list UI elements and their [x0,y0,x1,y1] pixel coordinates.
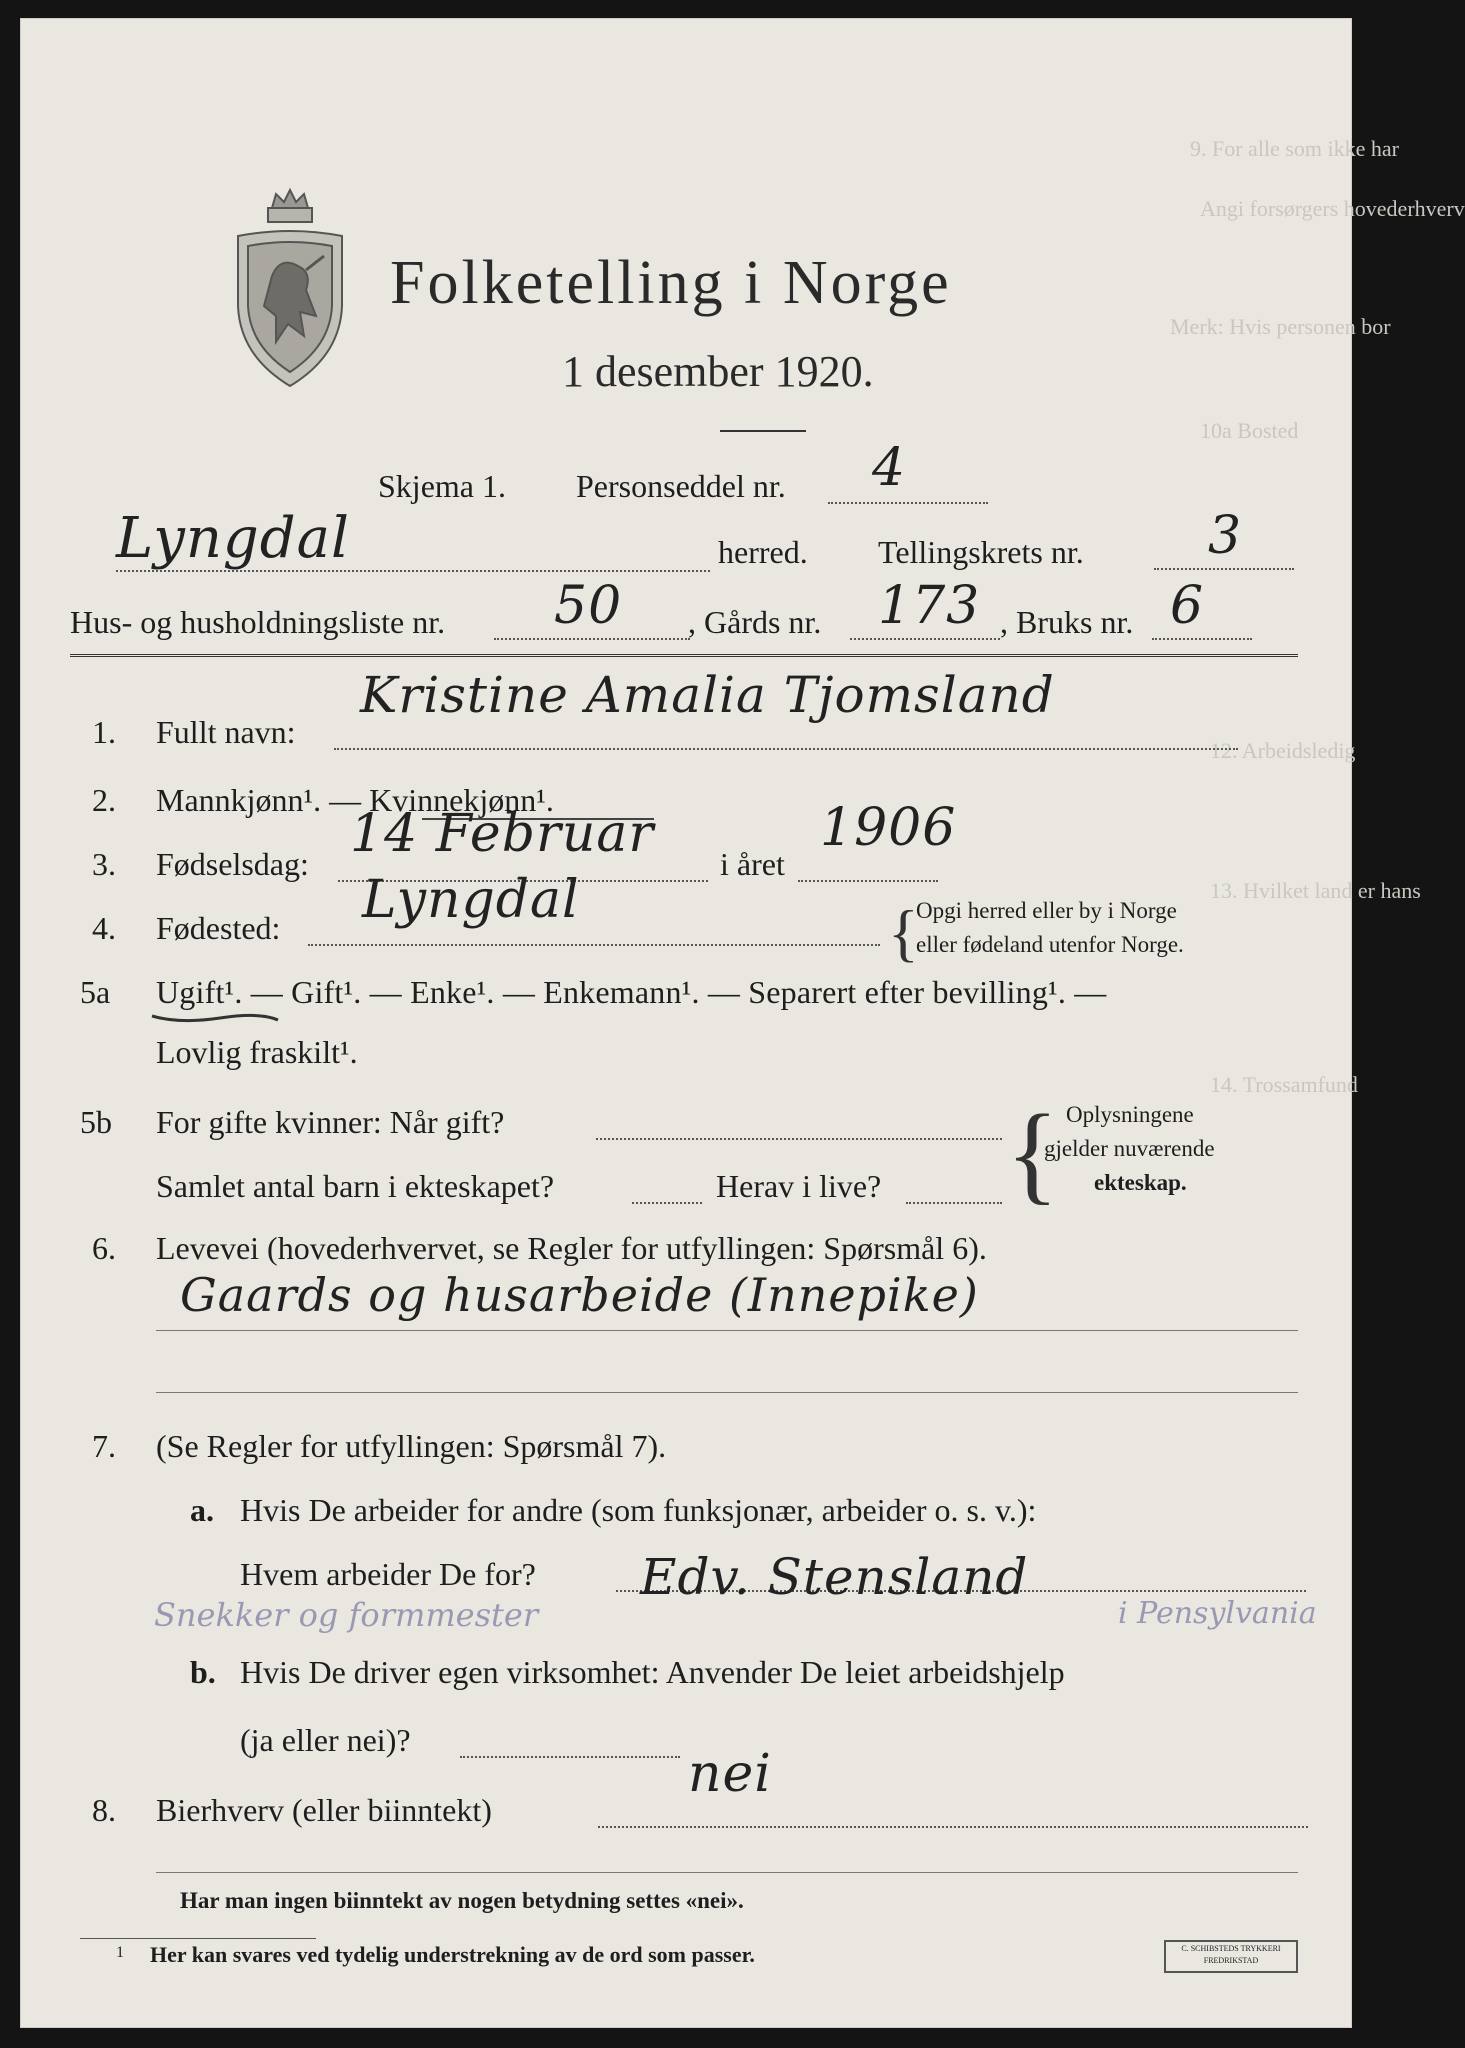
q4-birthplace-value[interactable]: Lyngdal [362,870,580,930]
census-date: 1 desember 1920. [562,347,874,396]
section-divider-double [70,654,1298,657]
q3-label: Fødselsdag: [156,846,309,882]
q1-field-line [334,748,1238,750]
q6-occupation-value[interactable]: Gaards og husarbeide (Innepike) [180,1268,979,1322]
q6-answer-line-2 [156,1392,1298,1393]
q3-birthyear-value[interactable]: 1906 [820,798,957,858]
herred-value[interactable]: Lyngdal [116,506,350,571]
q7a-margin-note: Snekker og formmester [154,1596,539,1634]
form-title: Folketelling i Norge [390,249,952,317]
q7-number: 7. [92,1428,116,1464]
q7a-question: Hvem arbeider De for? [240,1556,536,1592]
q8-number: 8. [92,1792,116,1828]
husliste-field-line [494,638,690,640]
bleed-text: 12. Arbeidsledig [1210,738,1356,763]
bleed-text: 10a Bosted [1200,418,1299,443]
tellingskrets-field-line [1154,568,1294,570]
q3-birthdate-value[interactable]: 14 Februar [350,804,655,864]
q5b-number: 5b [80,1104,112,1140]
gards-field-line [850,638,1000,640]
q5a-ugift-underline-mark [150,1008,280,1028]
personseddel-value[interactable]: 4 [872,438,907,498]
q5b-note-line-2: gjelder nuværende [1044,1136,1215,1161]
tellingskrets-value[interactable]: 3 [1208,506,1243,566]
census-form-sheet [20,18,1465,2028]
footnote-divider [80,1938,316,1939]
q4-note-line-1: Opgi herred eller by i Norge [916,898,1177,923]
q5b-children-label: Samlet antal barn i ekteskapet? [156,1168,555,1204]
printer-stamp [1164,1940,1298,1973]
q5b-note-line-3: ekteskap. [1094,1170,1187,1195]
footnote-text: Her kan svares ved tydelig understrekning av de ord som passer. [150,1942,755,1967]
gards-label: , Gårds nr. [688,604,822,640]
bleed-text: Merk: Hvis personen bor [1170,314,1391,339]
q3-year-field-line [798,880,938,882]
title-divider [720,430,806,432]
q7b-question: (ja eller nei)? [240,1722,411,1758]
q7a-text: Hvis De arbeider for andre (som funksjonær, arbeider o. s. v.): [240,1492,1037,1528]
q1-label: Fullt navn: [156,714,296,750]
husliste-label: Hus- og husholdningsliste nr. [70,604,446,640]
gards-value[interactable]: 173 [878,576,981,636]
q2-number: 2. [92,782,116,818]
footer-note: Har man ingen biinntekt av nogen betydning settes «nei». [180,1888,744,1913]
q7b-text: Hvis De driver egen virksomhet: Anvender De leiet arbeidshjelp [240,1654,1065,1690]
bleed-text: 13. Hvilket land er hans [1210,878,1421,903]
bruks-value[interactable]: 6 [1170,576,1205,636]
q2-gender-options: Mannkjønn¹. — Kvinnekjønn¹. [156,782,554,818]
tellingskrets-label: Tellingskrets nr. [878,534,1084,570]
q7a-employer-value[interactable]: Edv. Stensland [640,1548,1029,1606]
q6-answer-line-1 [156,1330,1298,1331]
bleed-text: 14. Trossamfund [1210,1072,1358,1097]
herred-field-line [116,570,710,572]
q7a-letter: a. [190,1492,214,1528]
q6-number: 6. [92,1230,116,1266]
printer-stamp-line-1: C. SCHIBSTEDS TRYKKERI [1181,1944,1281,1953]
q8-value[interactable]: nei [688,1744,772,1804]
q6-label: Levevei (hovederhvervet, se Regler for utfyllingen: Spørsmål 6). [156,1230,987,1266]
bruks-label: , Bruks nr. [1000,604,1134,640]
schema-label: Skjema 1. [378,468,506,504]
footnote-number: 1 [116,1944,124,1961]
q1-number: 1. [92,714,116,750]
q5b-married-field-line [596,1138,1002,1140]
q5b-married-label: For gifte kvinner: Når gift? [156,1104,505,1140]
printer-stamp-line-2: FREDRIKSTAD [1203,1956,1259,1965]
bleed-text: Angi forsørgers hovederhverv [1200,196,1465,221]
q7b-letter: b. [190,1654,216,1690]
herred-label: herred. [718,534,808,570]
q4-label: Fødested: [156,910,281,946]
q8-field-line [598,1826,1308,1828]
q1-full-name-value[interactable]: Kristine Amalia Tjomsland [360,666,1055,724]
q4-note-line-2: eller fødeland utenfor Norge. [916,932,1184,957]
q7b-field-line [460,1756,680,1758]
q5b-alive-label: Herav i live? [716,1168,882,1204]
q5a-number: 5a [80,974,111,1010]
q7a-location-note: i Pensylvania [1118,1596,1317,1631]
personseddel-field-line [828,502,988,504]
q3-number: 3. [92,846,116,882]
q5b-alive-field-line [906,1202,1002,1204]
bruks-field-line [1152,638,1252,640]
q4-number: 4. [92,910,116,946]
q5a-marital-options-line-2: Lovlig fraskilt¹. [156,1034,358,1070]
q7-label: (Se Regler for utfyllingen: Spørsmål 7). [156,1428,667,1464]
husliste-value[interactable]: 50 [554,576,623,636]
q5b-note-line-1: Oplysningene [1066,1102,1194,1127]
q5a-marital-options: Ugift¹. — Gift¹. — Enke¹. — Enkemann¹. — Separert efter bevilling¹. — [156,974,1107,1010]
q4-note-brace: { [888,897,919,968]
q8-label: Bierhverv (eller biinntekt) [156,1792,492,1828]
q5b-children-field-line [632,1202,702,1204]
q8-answer-line [156,1872,1298,1873]
q4-field-line [308,944,880,946]
personseddel-label: Personseddel nr. [576,468,786,504]
bleed-text: 9. For alle som ikke har [1190,136,1399,161]
norwegian-coat-of-arms-icon [220,186,360,396]
q3-year-label: i året [720,846,785,882]
q5b-note-brace: { [1006,1092,1059,1214]
